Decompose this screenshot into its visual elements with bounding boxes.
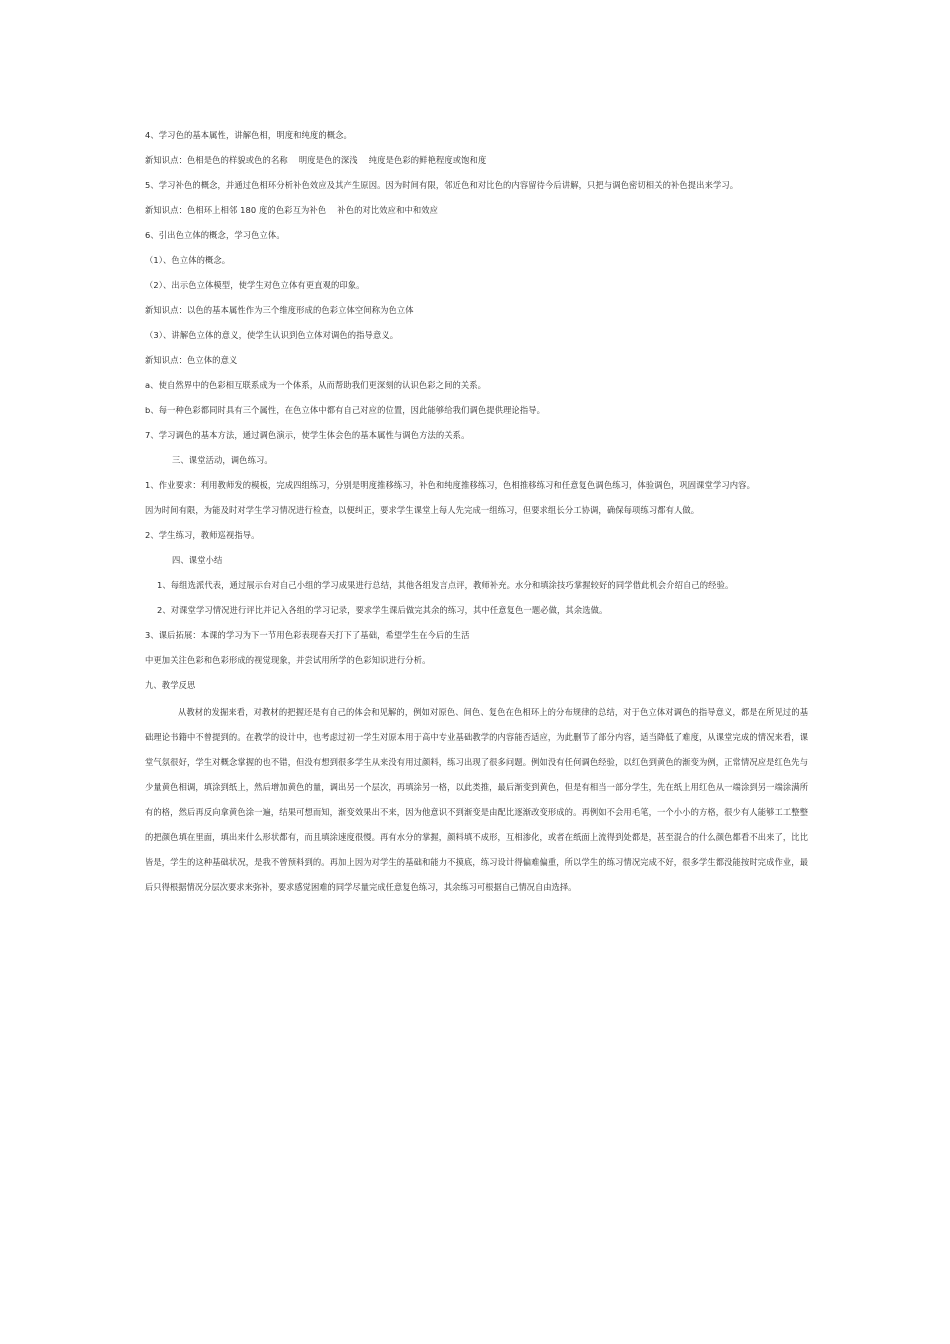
text-line: （3）、讲解色立体的意义，使学生认识到色立体对调色的指导意义。 xyxy=(145,330,399,340)
text-line: 1、每组选派代表，通过展示台对自己小组的学习成果进行总结，其他各组发言点评，教师补充。水分和填涂技巧掌握较好的同学借此机会介绍自己的经验。 xyxy=(157,580,734,590)
text-line: 新知识点：以色的基本属性作为三个维度形成的色彩立体空间称为色立体 xyxy=(145,305,414,315)
text-line: 新知识点：色立体的意义 xyxy=(145,355,238,365)
text-line: 6、引出色立体的概念，学习色立体。 xyxy=(145,230,285,240)
section-heading: 四、课堂小结 xyxy=(172,555,223,565)
text-line: 3、课后拓展：本课的学习为下一节用色彩表现春天打下了基础，希望学生在今后的生活 xyxy=(145,630,470,640)
text-line: 4、学习色的基本属性，讲解色相，明度和纯度的概念。 xyxy=(145,130,352,140)
text-line: 新知识点：色相是色的样貌或色的名称 明度是色的深浅 纯度是色彩的鲜艳程度或饱和度 xyxy=(145,155,487,165)
text-line: 5、学习补色的概念，并通过色相环分析补色效应及其产生原因。因为时间有限，邻近色和对比色的内容留待今后讲解，只把与调色密切相关的补色提出来学习。 xyxy=(145,180,739,190)
text-line: （1）、色立体的概念。 xyxy=(145,255,231,265)
text-line: b、每一种色彩都同时具有三个属性，在色立体中都有自己对应的位置，因此能够给我们调色提供理论指导。 xyxy=(145,405,546,415)
text-line: 新知识点：色相环上相邻 180 度的色彩互为补色 补色的对比效应和中和效应 xyxy=(145,205,439,215)
text-line: a、使自然界中的色彩相互联系成为一个体系，从而帮助我们更深刻的认识色彩之间的关系。 xyxy=(145,380,487,390)
text-line: （2）、出示色立体模型，使学生对色立体有更直观的印象。 xyxy=(145,280,365,290)
section-heading: 九、教学反思 xyxy=(145,680,196,690)
text-line: 2、对课堂学习情况进行评比并记入各组的学习记录，要求学生课后做完其余的练习，其中任意复色一题必做，其余选做。 xyxy=(157,605,608,615)
text-line: 2、学生练习，教师巡视指导。 xyxy=(145,530,260,540)
text-line: 中更加关注色彩和色彩形成的视觉现象，并尝试用所学的色彩知识进行分析。 xyxy=(145,655,431,665)
text-line: 因为时间有限，为能及时对学生学习情况进行检查，以便纠正，要求学生课堂上每人先完成一组练习，但要求组长分工协调，确保每项练习都有人做。 xyxy=(145,505,700,515)
reflection-paragraph: 从教材的发掘来看，对教材的把握还是有自己的体会和见解的，例如对原色、间色、复色在色相环上的分布规律的总结，对于色立体对调色的指导意义，都是在所见过的基础理论书籍中不曾提到的。在教学的设计中，也考虑过初一学生对原本用于高中专业基础教学的内容能否适应，为此删节了部分内容，适当降低了难度，从课堂完成的情况来看，课堂气氛很好，学生对概念掌握的也不错，但没有想到很多学生从来没有用过颜料，练习出现了很多问题。例如没有任何调色经验，以红色到黄色的渐变为例，正常情况应是红色先与少量黄色相调，填涂到纸上，然后增加黄色的量，调出另一个层次，再填涂另一格，以此类推，最后渐变到黄色，但是有相当一部分学生，先在纸上用红色从一端涂到另一端涂满所有的格，然后再反向拿黄色涂一遍，结果可想而知，渐变效果出不来，因为他意识不到渐变是由配比逐渐改变形成的。再例如不会用毛笔，一个小小的方格，很少有人能够工工整整的把颜色填在里面，填出来什么形状都有，而且填涂速度很慢。再有水分的掌握，颜料填不成形，互相渗化，或者在纸面上流得到处都是，甚至混合的什么颜色都看不出来了，比比皆是，学生的这种基础状况，是我不曾预料到的。再加上因为对学生的基础和能力不摸底，练习设计得偏难偏重，所以学生的练习情况完成不好，很多学生都没能按时完成作业，最后只得根据情况分层次要求来弥补，要求感觉困难的同学尽量完成任意复色练习，其余练习可根据自己情况自由选择。 xyxy=(145,707,808,892)
text-line: 1、作业要求：利用教师发的模板，完成四组练习，分别是明度推移练习，补色和纯度推移练习，色相推移练习和任意复色调色练习，体验调色，巩固课堂学习内容。 xyxy=(145,480,755,490)
text-line: 7、学习调色的基本方法，通过调色演示，使学生体会色的基本属性与调色方法的关系。 xyxy=(145,430,470,440)
section-heading: 三、课堂活动，调色练习。 xyxy=(172,455,273,465)
